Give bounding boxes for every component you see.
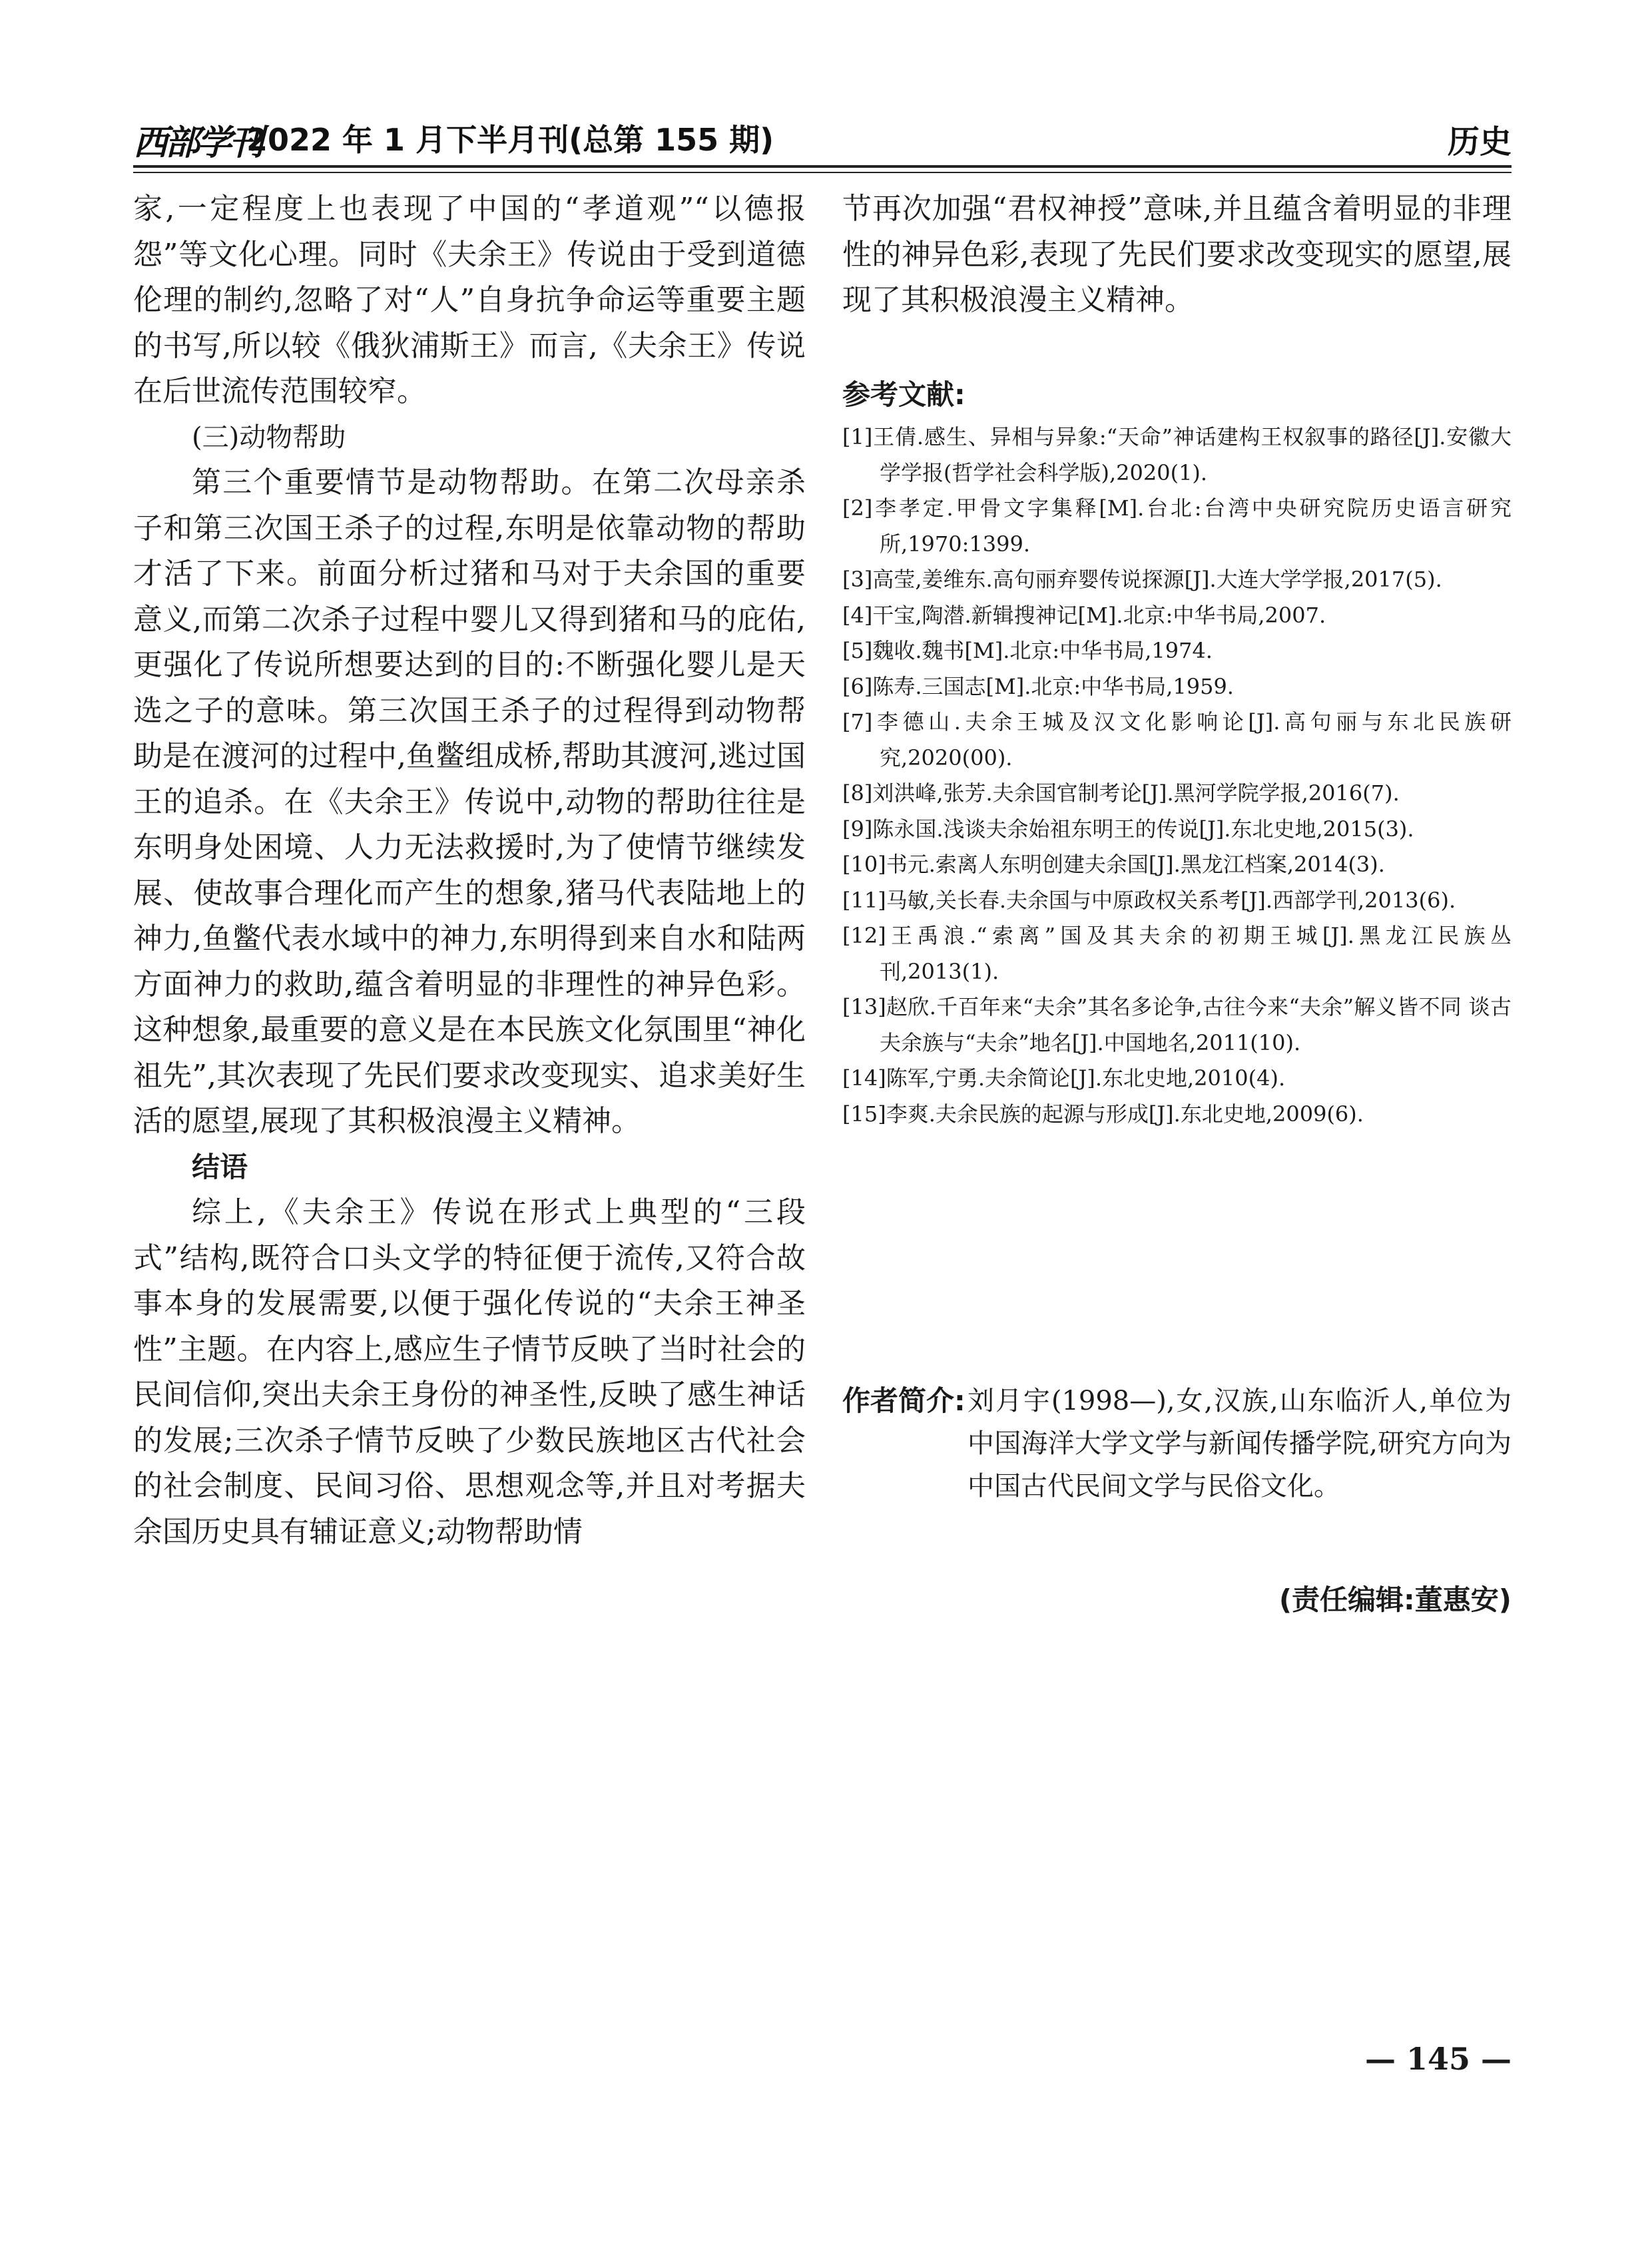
reference-item: [3]高莹,姜维东.高句丽弃婴传说探源[J].大连大学学报,2017(5). bbox=[842, 567, 1442, 592]
paragraph-conclusion: 综上,《夫余王》传说在形式上典型的“三段式”结构,既符合口头文学的特征便于流传,又符合故事本身的发展需要,以便于强化传说的“夫余王神圣性”主题。在内容上,感应生子情节反映了当时社会的民间信仰,突出夫余王身份的神圣性,反映了感生神话的发展;三次杀子情节反映了少数民族地区古代社会的社会制度、民间习俗、思想观念等,并且对考据夫余国历史具有辅证意义;动物帮助情 bbox=[133, 1195, 806, 1549]
header-rule-thin bbox=[133, 172, 1512, 173]
conclusion-heading: 结语 bbox=[192, 1150, 248, 1183]
reference-item: [6]陈寿.三国志[M].北京:中华书局,1959. bbox=[842, 673, 1234, 699]
references-heading: 参考文献: bbox=[842, 378, 965, 411]
reference-item: [5]魏收.魏书[M].北京:中华书局,1974. bbox=[842, 638, 1213, 663]
reference-item: [15]李爽.夫余民族的起源与形成[J].东北史地,2009(6). bbox=[842, 1101, 1364, 1127]
author-bio bbox=[842, 1380, 1512, 1508]
reference-item: [1]王倩.感生、异相与异象:“天命”神话建构王权叙事的路径[J].安徽大学学报(哲学社会科学版),2020(1). bbox=[842, 424, 1512, 485]
reference-item: [4]干宝,陶潜.新辑搜神记[M].北京:中华书局,2007. bbox=[842, 602, 1326, 628]
paragraph-animal-help: 第三个重要情节是动物帮助。在第二次母亲杀子和第三次国王杀子的过程,东明是依靠动物的帮助才活了下来。前面分析过猪和马对于夫余国的重要意义,而第二次杀子过程中婴儿又得到猪和马的庇佑,更强化了传说所想要达到的目的:不断强化婴儿是天选之子的意味。第三次国王杀子的过程得到动物帮助是在渡河的过程中,鱼鳖组成桥,帮助其渡河,逃过国王的追杀。在《夫余王》传说中,动物的帮助往往是东明身处困境、人力无法救援时,为了使情节继续发展、使故事合理化而产生的想象,猪马代表陆地上的神力,鱼鳖代表水域中的神力,东明得到来自水和陆两方面神力的救助,蕴含着明显的非理性的神异色彩。这种想象,最重要的意义是在本民族文化氛围里“神化祖先”,其次表现了先民们要求改变现实、追求美好生活的愿望,展现了其积极浪漫主义精神。 bbox=[133, 465, 806, 1138]
paragraph-conclusion-end: 节再次加强“君权神授”意味,并且蕴含着明显的非理性的神异色彩,表现了先民们要求改变现实的愿望,展现了其积极浪漫主义精神。 bbox=[842, 192, 1512, 317]
reference-item: [7]李德山.夫余王城及汉文化影响论[J].高句丽与东北民族研究,2020(00). bbox=[842, 709, 1512, 770]
reference-item: [14]陈军,宁勇.夫余简论[J].东北史地,2010(4). bbox=[842, 1065, 1286, 1091]
reference-item: [11]马敏,关长春.夫余国与中原政权关系考[J].西部学刊,2013(6). bbox=[842, 887, 1456, 913]
left-column bbox=[133, 186, 806, 1555]
right-column bbox=[842, 186, 1512, 324]
subsection-heading: (三)动物帮助 bbox=[192, 421, 346, 453]
section-name: 历史 bbox=[1447, 123, 1512, 160]
reference-list bbox=[842, 420, 1512, 1132]
page-number: — 145 — bbox=[1364, 2041, 1512, 2077]
author-bio-text: 刘月宇(1998—),女,汉族,山东临沂人,单位为中国海洋大学文学与新闻传播学院,研究方向为中国古代民间文学与民俗文化。 bbox=[967, 1386, 1512, 1502]
reference-item: [12]王禹浪.“索离”国及其夫余的初期王城[J].黑龙江民族丛刊,2013(1). bbox=[842, 923, 1512, 984]
reference-item: [13]赵欣.千百年来“夫余”其名多论争,古往今来“夫余”解义皆不同 谈古夫余族与“夫余”地名[J].中国地名,2011(10). bbox=[842, 994, 1512, 1055]
reference-item: [2]李孝定.甲骨文字集释[M].台北:台湾中央研究院历史语言研究所,1970:1399. bbox=[842, 495, 1512, 557]
reference-item: [8]刘洪峰,张芳.夫余国官制考论[J].黑河学院学报,2016(7). bbox=[842, 780, 1400, 806]
paragraph-continuation: 家,一定程度上也表现了中国的“孝道观”“以德报怨”等文化心理。同时《夫余王》传说由于受到道德伦理的制约,忽略了对“人”自身抗争命运等重要主题的书写,所以较《俄狄浦斯王》而言,《夫余王》传说在后世流传范围较窄。 bbox=[133, 192, 806, 408]
page-header bbox=[133, 113, 1512, 161]
responsible-editor: (责任编辑:董惠安) bbox=[1278, 1583, 1512, 1616]
header-rule-thick bbox=[133, 165, 1512, 168]
reference-item: [9]陈永国.浅谈夫余始祖东明王的传说[J].东北史地,2015(3). bbox=[842, 816, 1414, 842]
journal-logo: 西部学刊 bbox=[133, 123, 262, 163]
author-bio-label: 作者简介: bbox=[842, 1384, 965, 1417]
issue-info: 2022 年 1 月下半月刊(总第 155 期) bbox=[246, 122, 774, 158]
reference-item: [10]书元.索离人东明创建夫余国[J].黑龙江档案,2014(3). bbox=[842, 852, 1385, 877]
